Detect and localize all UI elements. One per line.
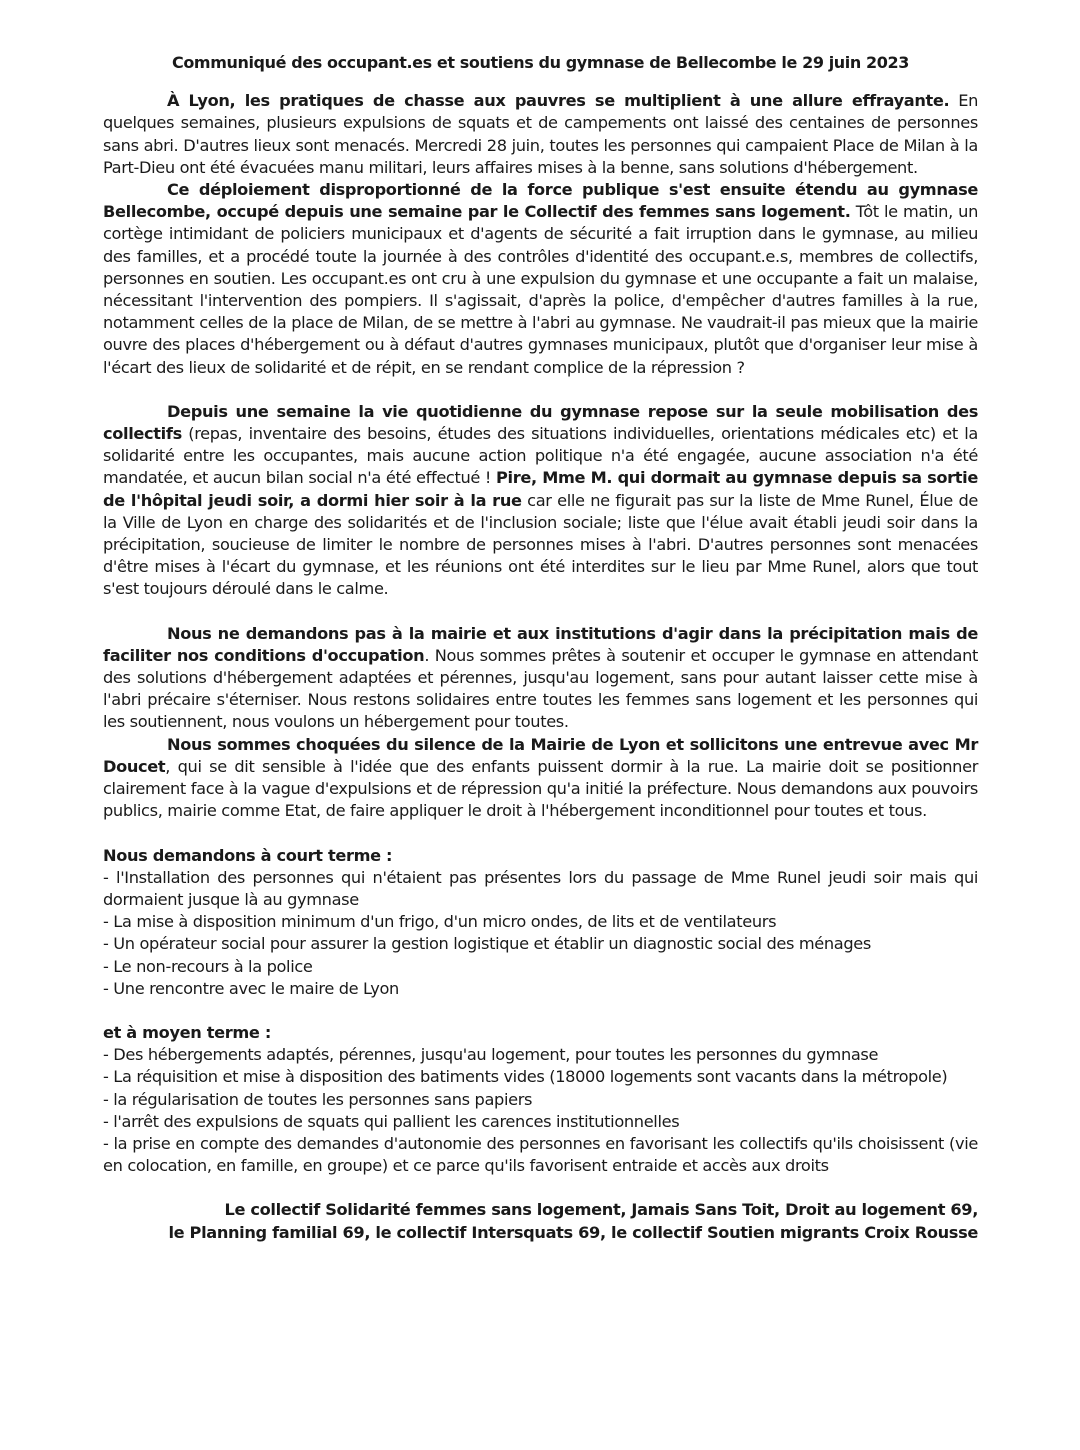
short-term-list <box>103 867 978 1000</box>
paragraph-4 <box>103 623 978 734</box>
signature-line-1: Le collectif Solidarité femmes sans logement, Jamais Sans Toit, Droit au logement 69, <box>224 1200 978 1220</box>
paragraph-5-text: , qui se dit sensible à l'idée que des enfants puissent dormir à la rue. La mairie doit se positionner clairement face à la vague d'expulsions et de répression qu'a initié la préfecture. Nous demandons aux pouvoirs publics, mairie comme Etat, de faire appliquer le droit à l'hébergement inconditionnel pour toutes et tous. <box>103 756 978 821</box>
paragraph-1 <box>103 90 978 179</box>
short-term-heading: Nous demandons à court terme : <box>103 845 393 865</box>
spacer <box>103 823 978 845</box>
list-item: - Un opérateur social pour assurer la gestion logistique et établir un diagnostic social des ménages <box>103 934 871 954</box>
list-item: - Le non-recours à la police <box>103 956 313 976</box>
list-item: - Une rencontre avec le maire de Lyon <box>103 978 399 998</box>
paragraph-5 <box>103 734 978 823</box>
paragraph-4-bold: Nous ne demandons pas à la mairie et aux institutions d'agir dans la précipitation mais de faciliter nos conditions d'occupation <box>103 623 978 665</box>
list-item: - La réquisition et mise à disposition des batiments vides (18000 logements sont vacants dans la métropole) <box>103 1067 948 1087</box>
paragraph-3-bold-2: Pire, Mme M. qui dormait au gymnase depuis sa sortie de l'hôpital jeudi soir, a dormi hier soir à la rue <box>103 468 978 510</box>
medium-term-heading: et à moyen terme : <box>103 1022 271 1042</box>
list-item: - l'arrêt des expulsions de squats qui pallient les carences institutionnelles <box>103 1111 680 1131</box>
list-item: - la prise en compte des demandes d'autonomie des personnes en favorisant les collectifs qu'ils choisissent (vie en colocation, en famille, en groupe) et ce parce qu'ils favorisent entraide et accès aux droits <box>103 1133 978 1176</box>
paragraph-1-bold: À Lyon, les pratiques de chasse aux pauvres se multiplient à une allure effrayante. <box>167 91 950 111</box>
document-title: Communiqué des occupant.es et soutiens du gymnase de Bellecombe le 29 juin 2023 <box>172 53 909 72</box>
spacer <box>103 601 978 623</box>
signature-line-2: le Planning familial 69, le collectif Intersquats 69, le collectif Soutien migrants Croix Rousse <box>168 1222 978 1242</box>
paragraph-3-text-2: car elle ne figurait pas sur la liste de Mme Runel, Élue de la Ville de Lyon en charge des solidarités et de l'inclusion sociale; liste que l'élue avait établi jeudi soir dans la précipitation, soucieuse de limiter le nombre de personnes mises à l'abri. D'autres personnes sont menacées d'être mises à l'écart du gymnase, et les réunions ont été interdites sur le lieu par Mme Runel, alors que tout s'est toujours déroulé dans le calme. <box>103 490 978 599</box>
list-item: - la régularisation de toutes les personnes sans papiers <box>103 1089 533 1109</box>
medium-term-list <box>103 1044 978 1177</box>
document-page <box>103 52 978 1244</box>
paragraph-2-text: Tôt le matin, un cortège intimidant de policiers municipaux et d'agents de sécurité a fait irruption dans le gymnase, au milieu des familles, et a procédé toute la journée à des contrôles d'identité des occupant.e.s, membres de collectifs, personnes en soutien. Les occupant.es ont cru à une expulsion du gymnase et une occupante a fait un malaise, nécessitant l'intervention des pompiers. Il s'agissait, d'après la police, d'empêcher d'autres familles à la rue, notamment celles de la place de Milan, de se mettre à l'abri au gymnase. Ne vaudrait-il pas mieux que la mairie ouvre des places d'hébergement ou à défaut d'autres gymnases municipaux, plutôt que d'organiser leur mise à l'écart des lieux de solidarité et de répit, en se rendant complice de la répression ? <box>103 202 978 377</box>
list-item: - La mise à disposition minimum d'un frigo, d'un micro ondes, de lits et de ventilateurs <box>103 912 777 932</box>
list-item: - l'Installation des personnes qui n'étaient pas présentes lors du passage de Mme Runel jeudi soir mais qui dormaient jusque là au gymnase <box>103 867 978 909</box>
paragraph-3 <box>103 401 978 601</box>
paragraph-2 <box>103 179 978 379</box>
paragraph-3-bold: Depuis une semaine la vie quotidienne du gymnase repose sur la seule mobilisation des collectifs <box>103 401 978 444</box>
paragraph-5-bold: Nous sommes choquées du silence de la Mairie de Lyon et sollicitons une entrevue avec Mr Doucet <box>103 734 978 776</box>
paragraph-2-bold: Ce déploiement disproportionné de la force publique s'est ensuite étendu au gymnase Bellecombe, occupé depuis une semaine par le Collectif des femmes sans logement. <box>103 180 978 222</box>
signature <box>103 1199 978 1243</box>
paragraph-4-text: . Nous sommes prêtes à soutenir et occuper le gymnase en attendant des solutions d'hébergement adaptées et pérennes, jusqu'au logement, sans pour autant laisser cette mise à l'abri précaire s'éterniser. Nous restons solidaires entre toutes les femmes sans logement et les personnes qui les soutiennent, nous voulons un hébergement pour toutes. <box>103 645 978 732</box>
paragraph-1-text: En quelques semaines, plusieurs expulsions de squats et de campements ont laissé des centaines de personnes sans abri. D'autres lieux sont menacés. Mercredi 28 juin, toutes les personnes qui campaient Place de Milan à la Part-Dieu ont été évacuées manu militari, leurs affaires mises à la benne, sans solutions d'hébergement. <box>103 91 978 177</box>
list-item: - Des hébergements adaptés, pérennes, jusqu'au logement, pour toutes les personnes du gymnase <box>103 1045 879 1065</box>
spacer <box>103 379 978 401</box>
spacer <box>103 1000 978 1022</box>
paragraph-3-text: (repas, inventaire des besoins, études des situations individuelles, orientations médicales etc) et la solidarité entre les occupantes, mais aucune action politique n'a été engagée, aucune association n'a été mandatée, et aucun bilan social n'a été effectué ! <box>103 424 978 488</box>
